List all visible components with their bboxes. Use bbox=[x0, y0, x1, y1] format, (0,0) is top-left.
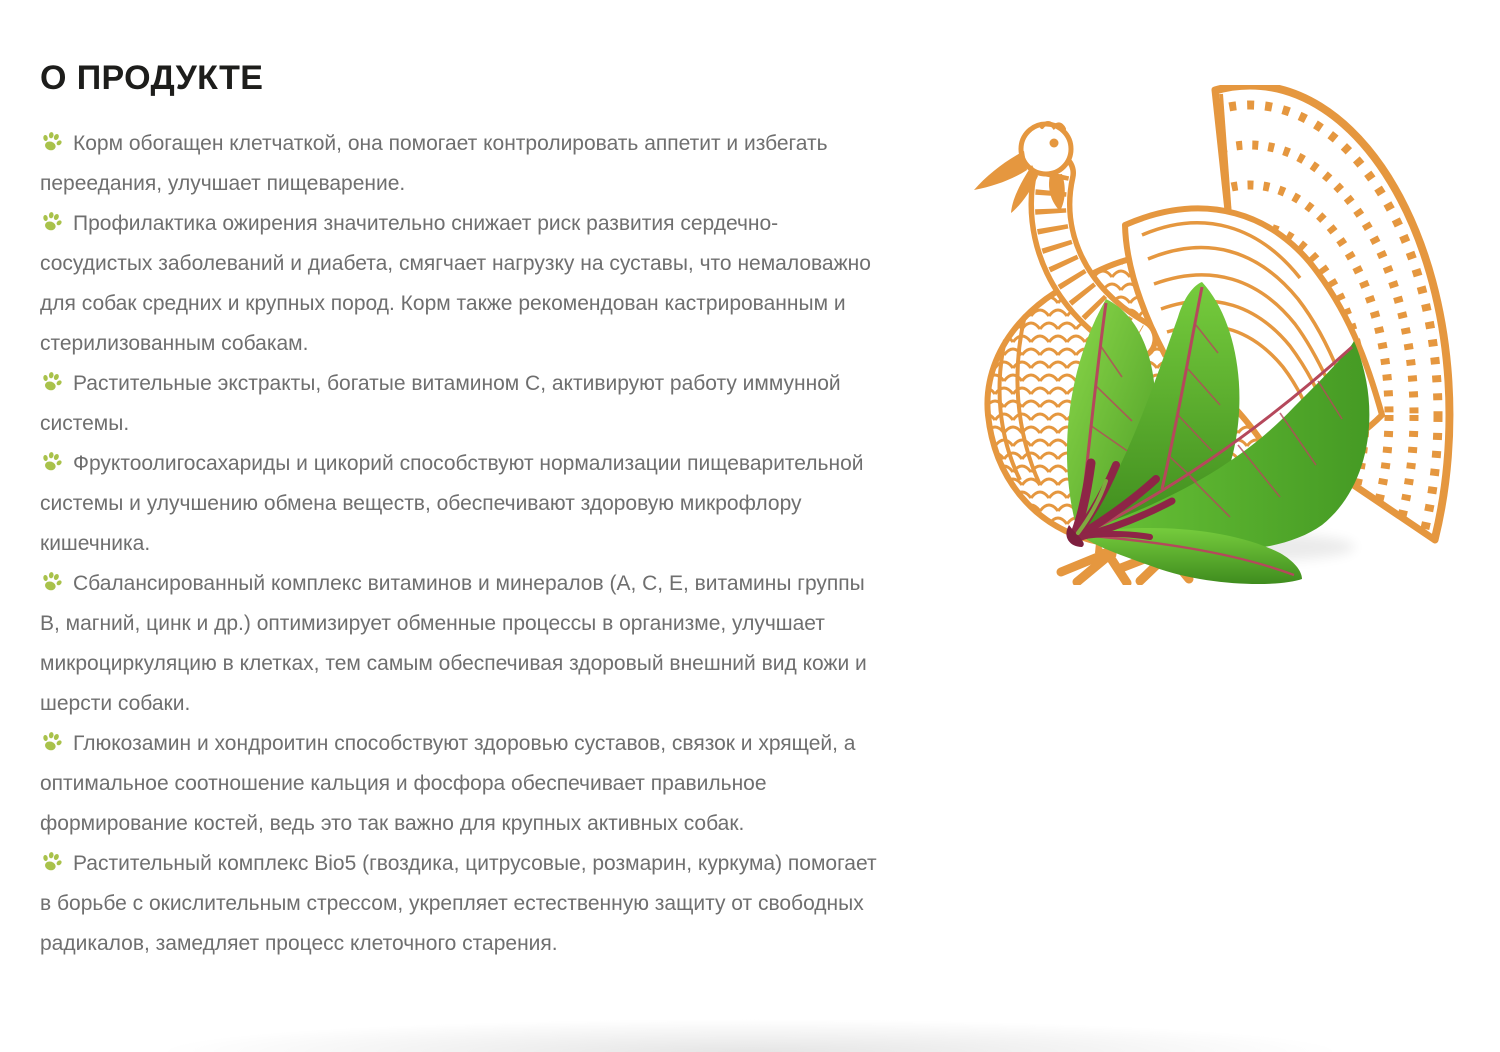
benefit-item bbox=[40, 444, 885, 564]
benefit-item bbox=[40, 204, 885, 364]
turkey-illustration bbox=[950, 85, 1465, 585]
product-benefits-list bbox=[40, 124, 885, 964]
paw-icon bbox=[40, 127, 64, 149]
section-title: О ПРОДУКТЕ bbox=[40, 59, 264, 97]
paw-icon bbox=[40, 207, 64, 229]
paw-icon bbox=[40, 567, 64, 589]
benefit-text: Профилактика ожирения значительно снижает риск развития сердечно-сосудистых заболеваний и диабета, смягчает нагрузку на суставы, что немаловажно для собак средних и крупных пород. Корм также рекомендован кастрированным и стерилизованным собакам. bbox=[40, 212, 871, 355]
paw-icon bbox=[40, 447, 64, 469]
benefit-text: Сбалансированный комплекс витаминов и минералов (А, С, Е, витамины группы В, магний, цинк и др.) оптимизирует обменные процессы в организме, улучшает микроциркуляцию в клетках, тем самым обеспечивая здоровый внешний вид кожи и шерсти собаки. bbox=[40, 572, 867, 715]
benefit-text: Растительные экстракты, богатые витамином С, активируют работу иммунной системы. bbox=[40, 372, 841, 435]
benefit-item bbox=[40, 844, 885, 964]
paw-icon bbox=[40, 727, 64, 749]
benefit-item bbox=[40, 364, 885, 444]
benefit-item bbox=[40, 724, 885, 844]
benefit-item bbox=[40, 124, 885, 204]
benefit-text: Глюкозамин и хондроитин способствуют здоровью суставов, связок и хрящей, а оптимальное соотношение кальция и фосфора обеспечивает правильное формирование костей, ведь это так важно для крупных активных собак. bbox=[40, 732, 856, 835]
about-product-section bbox=[40, 58, 885, 964]
paw-icon bbox=[40, 367, 64, 389]
benefit-text: Корм обогащен клетчаткой, она помогает контролировать аппетит и избегать переедания, улучшает пищеварение. bbox=[40, 132, 828, 195]
benefit-item bbox=[40, 564, 885, 724]
benefit-text: Фруктоолигосахариды и цикорий способствуют нормализации пищеварительной системы и улучшению обмена веществ, обеспечивают здоровую микрофлору кишечника. bbox=[40, 452, 864, 555]
section-bottom-shadow bbox=[90, 1008, 1410, 1052]
benefit-text: Растительный комплекс Bio5 (гвоздика, цитрусовые, розмарин, куркума) помогает в борьбе с окислительным стрессом, укрепляет естественную защиту от свободных радикалов, замедляет процесс клеточного старения. bbox=[40, 852, 877, 955]
paw-icon bbox=[40, 847, 64, 869]
